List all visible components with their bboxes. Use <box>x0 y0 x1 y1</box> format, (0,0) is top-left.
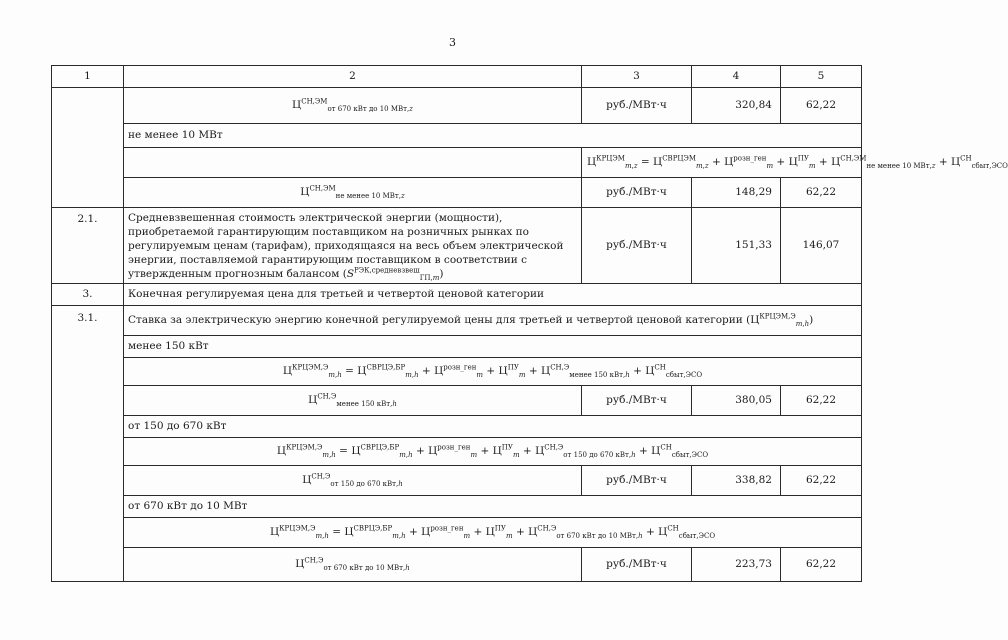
row-description: Конечная регулируемая цена для третьей и четвертой ценовой категории <box>124 284 862 306</box>
row-description: Средневзвешенная стоимость электрической энергии (мощности), приобретаемой гарантирующим поставщиком на розничных рынках по регулируемым ценам (тарифам), приходящаяся на весь объем электрической энергии, поставляемой гарантирующим поставщиком в соответствии с утвержденным прогнозным балансом $(S^{РЭК,средневзвеш}_{ГП,m})$ <box>124 208 582 284</box>
table-row: $Ц^{СН,Э}_{менее 150 кВт,h}$ руб./МВт·ч 380,05 62,22 <box>52 386 862 416</box>
row-number-empty <box>52 88 124 208</box>
formula-row: $Ц^{КРЦЭМ,Э}_{m,h} = Ц^{СВРЦЭ,БР}_{m,h} + Ц^{розн\_ген}_m + Ц^{ПУ}_m + Ц^{СН,Э}_{от 150 до 670 кВт,h} + Ц^{СН}_{сбыт,ЭСО}$ <box>124 438 862 466</box>
table-row <box>52 148 862 178</box>
row-number: 3. <box>52 284 124 306</box>
page-number: 3 <box>449 36 456 49</box>
header-col1: 1 <box>52 66 124 88</box>
subcategory-label: не менее 10 МВт <box>124 124 862 148</box>
table-row: $Ц^{СН,Э}_{от 150 до 670 кВт,h}$ руб./МВт·ч 338,82 62,22 <box>52 466 862 496</box>
unit-cell: руб./МВт·ч <box>582 88 692 124</box>
header-col4: 4 <box>692 66 781 88</box>
table-row <box>52 336 862 358</box>
header-col5: 5 <box>781 66 862 88</box>
subcategory-label: менее 150 кВт <box>124 336 862 358</box>
value-cell: 320,84 <box>692 88 781 124</box>
table-row <box>52 518 862 548</box>
formula-row: $Ц^{КРЦЭМ}_{m,z} = Ц^{СВРЦЭМ}_{m,z} + Ц^{розн\_ген}_m + Ц^{ПУ}_m + Ц^{СН,ЭМ}_{не менее 10 МВт,z} + Ц^{СН}_{сбыт,ЭСО}$ <box>582 148 862 178</box>
table-row <box>52 358 862 386</box>
formula-label: $Ц^{СН,Э}_{от 150 до 670 кВт,h}$ <box>124 466 582 496</box>
header-col2: 2 <box>124 66 582 88</box>
row-number: 2.1. <box>52 208 124 284</box>
table-row <box>52 496 862 518</box>
table-row: $Ц^{СН,Э}_{от 670 кВт до 10 МВт,h}$ руб./МВт·ч 223,73 62,22 <box>52 548 862 582</box>
table-row: 2.1. Средневзвешенная стоимость электрической энергии (мощности), приобретаемой гарантирующим поставщиком на розничных рынках по регулируемым ценам (тарифам), приходящаяся на весь объем электрической энергии, поставляемой гарантирующим поставщиком в соответствии с утвержденным прогнозным балансом $(S^{РЭК,средневзвеш}_{ГП,m})$ руб./МВт·ч 151,33 146,07 <box>52 208 862 284</box>
table-row <box>52 124 862 148</box>
table-row <box>52 88 862 124</box>
row-description: Ставка за электрическую энергию конечной регулируемой цены для третьей и четвертой ценовой категории $(Ц^{КРЦЭМ,Э}_{m,h})$ <box>124 306 862 336</box>
formula-row: $Ц^{КРЦЭМ,Э}_{m,h} = Ц^{СВРЦЭ,БР}_{m,h} + Ц^{розн\_ген}_m + Ц^{ПУ}_m + Ц^{СН,Э}_{от 670 кВт до 10 МВт,h} + Ц^{СН}_{сбыт,ЭСО}$ <box>124 518 862 548</box>
subcategory-label: от 670 кВт до 10 МВт <box>124 496 862 518</box>
table-row <box>52 284 862 306</box>
header-col3: 3 <box>582 66 692 88</box>
subcategory-label: от 150 до 670 кВт <box>124 416 862 438</box>
table-header-row <box>52 66 862 88</box>
formula-label: $Ц^{СН,Э}_{менее 150 кВт,h}$ <box>124 386 582 416</box>
tariff-table <box>51 65 1008 582</box>
formula-row: $Ц^{КРЦЭМ,Э}_{m,h} = Ц^{СВРЦЭ,БР}_{m,h} + Ц^{розн\_ген}_m + Ц^{ПУ}_m + Ц^{СН,Э}_{менее 150 кВт,h} + Ц^{СН}_{сбыт,ЭСО}$ <box>124 358 862 386</box>
table-row <box>52 306 862 336</box>
formula-label: $Ц^{СН,ЭМ}_{не менее 10 МВт,z}$ <box>124 178 582 208</box>
row-number: 3.1. <box>52 306 124 582</box>
formula-label: $Ц^{СН,ЭМ}_{от 670 кВт до 10 МВт,z}$ <box>124 88 582 124</box>
table-row <box>52 416 862 438</box>
table-row: $Ц^{СН,ЭМ}_{не менее 10 МВт,z}$ руб./МВт·ч 148,29 62,22 <box>52 178 862 208</box>
table-row <box>52 438 862 466</box>
formula-label: $Ц^{СН,Э}_{от 670 кВт до 10 МВт,h}$ <box>124 548 582 582</box>
value-col5-cell: 62,22 <box>781 88 862 124</box>
